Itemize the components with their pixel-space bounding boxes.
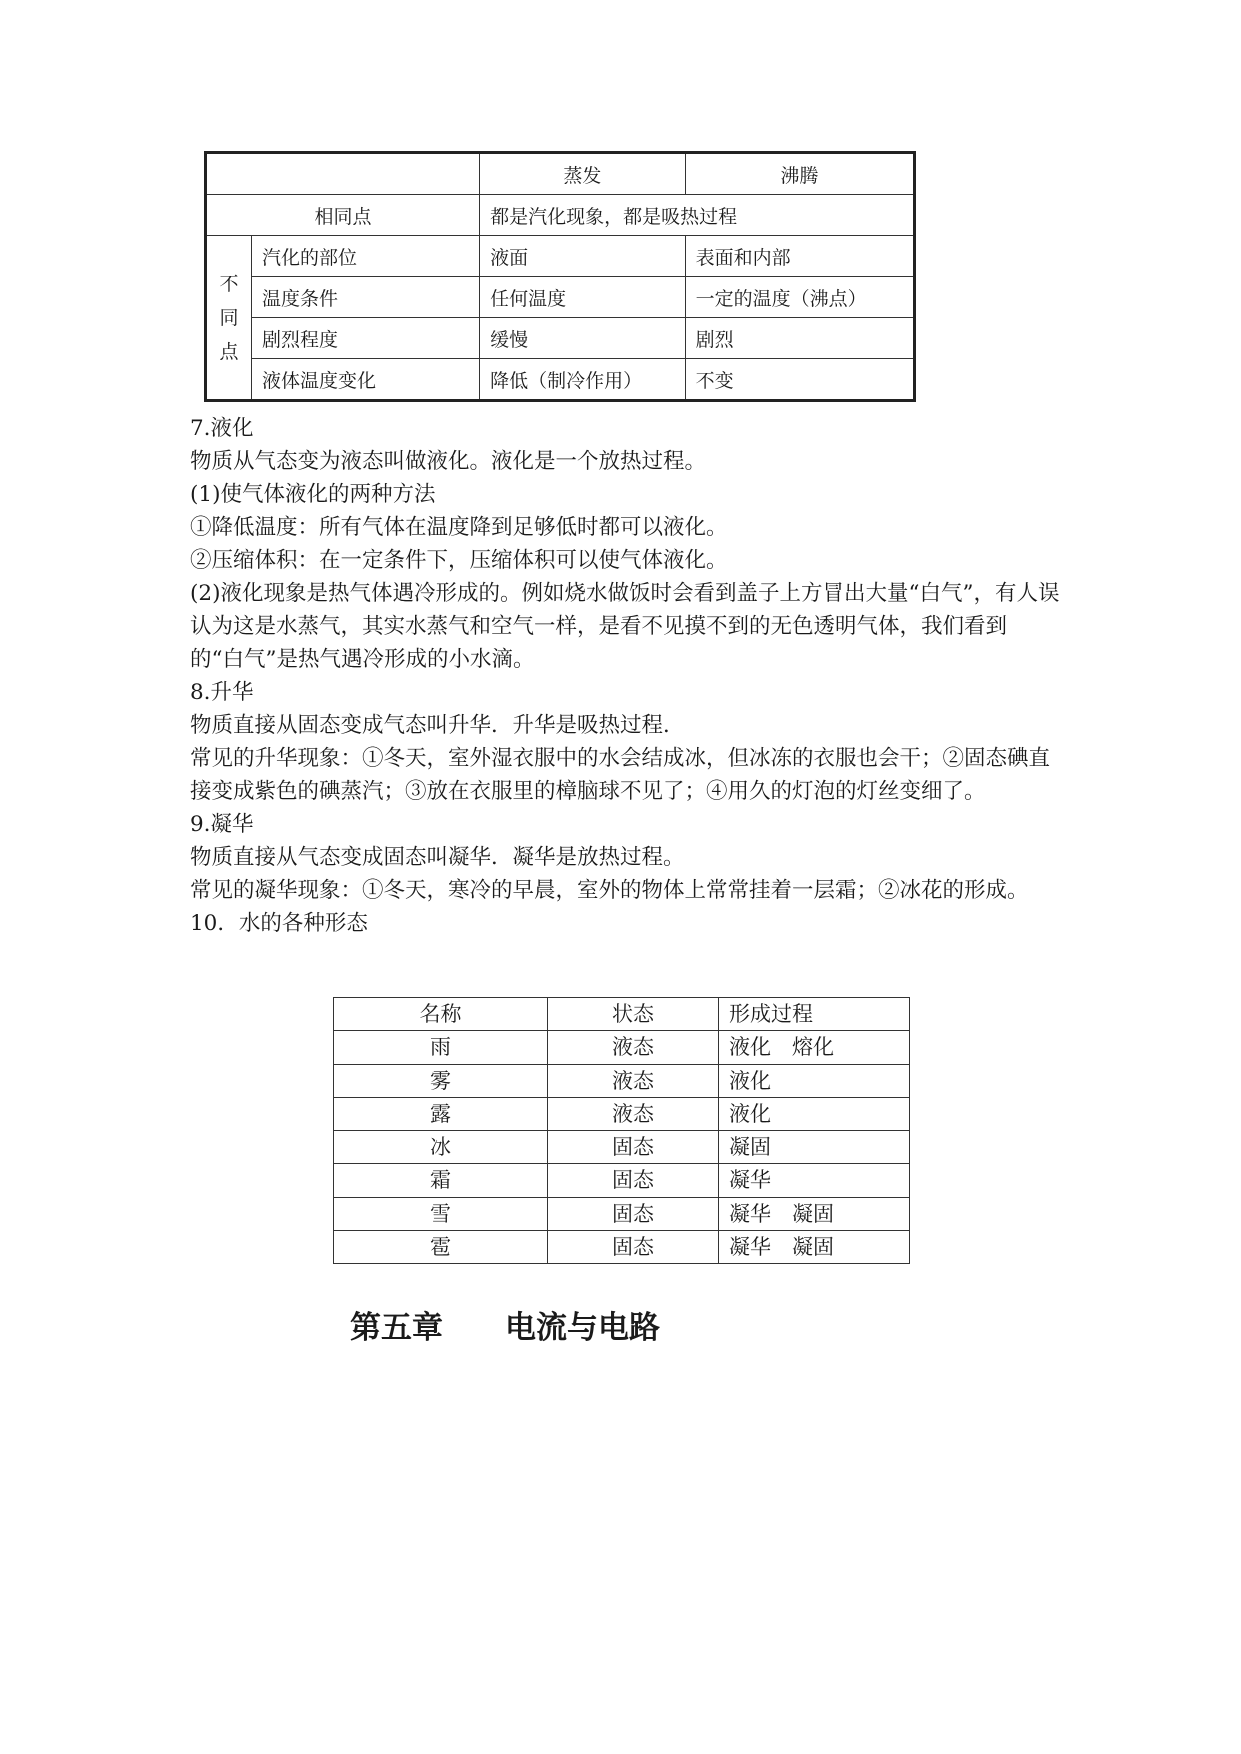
table-row	[334, 1164, 910, 1197]
state-cell: 固态	[548, 1164, 719, 1197]
header-name: 名称	[334, 998, 548, 1031]
evaporation-cell: 液面	[480, 236, 686, 277]
difference-label-char: 同	[219, 306, 239, 329]
difference-label-char: 不	[219, 272, 239, 295]
same-point-label: 相同点	[206, 195, 480, 236]
boiling-cell: 表面和内部	[685, 236, 914, 277]
header-boiling: 沸腾	[685, 153, 914, 195]
state-cell: 固态	[548, 1197, 719, 1230]
section-heading-sublimation: 8.升华	[190, 680, 254, 705]
name-cell: 雨	[334, 1031, 548, 1064]
process-cell: 凝固	[719, 1131, 910, 1164]
process-cell: 凝华	[719, 1164, 910, 1197]
water-forms-table	[333, 997, 910, 1264]
row-label: 温度条件	[252, 277, 480, 318]
table-row	[334, 1097, 910, 1130]
table-row	[206, 359, 915, 401]
same-point-value: 都是汽化现象，都是吸热过程	[480, 195, 915, 236]
section-heading-liquefaction: 7.液化	[190, 416, 254, 441]
boiling-cell: 剧烈	[685, 318, 914, 359]
paragraph: 常见的凝华现象：①冬天，寒冷的早晨，室外的物体上常常挂着一层霜；②冰花的形成。	[190, 878, 1029, 903]
name-cell: 霜	[334, 1164, 548, 1197]
evaporation-cell: 降低（制冷作用）	[480, 359, 686, 401]
table-row	[334, 1064, 910, 1097]
process-cell: 液化	[719, 1097, 910, 1130]
header-state: 状态	[548, 998, 719, 1031]
paragraph: ①降低温度：所有气体在温度降到足够低时都可以液化。	[190, 515, 728, 540]
table-row	[334, 1197, 910, 1230]
state-cell: 液态	[548, 1064, 719, 1097]
process-cell: 凝华 凝固	[719, 1230, 910, 1263]
paragraph: 物质直接从气态变成固态叫凝华．凝华是放热过程。	[190, 845, 685, 870]
header-process: 形成过程	[719, 998, 910, 1031]
row-label: 液体温度变化	[252, 359, 480, 401]
table-row	[206, 236, 915, 277]
table-header-row	[334, 998, 910, 1031]
evaporation-cell: 任何温度	[480, 277, 686, 318]
body-text	[190, 412, 1060, 940]
boiling-cell: 不变	[685, 359, 914, 401]
row-label: 汽化的部位	[252, 236, 480, 277]
table-header-row	[206, 153, 915, 195]
table-row	[206, 277, 915, 318]
table-corner-cell	[206, 153, 480, 195]
process-cell: 液化	[719, 1064, 910, 1097]
evaporation-cell: 缓慢	[480, 318, 686, 359]
name-cell: 雪	[334, 1197, 548, 1230]
paragraph: ②压缩体积：在一定条件下，压缩体积可以使气体液化。	[190, 548, 728, 573]
name-cell: 冰	[334, 1131, 548, 1164]
name-cell: 雹	[334, 1230, 548, 1263]
table-row	[334, 1131, 910, 1164]
paragraph: 物质从气态变为液态叫做液化。液化是一个放热过程。	[190, 449, 707, 474]
table-row	[334, 1031, 910, 1064]
state-cell: 液态	[548, 1097, 719, 1130]
evaporation-boiling-table	[204, 151, 916, 402]
process-cell: 凝华 凝固	[719, 1197, 910, 1230]
header-evaporation: 蒸发	[480, 153, 686, 195]
table-row	[206, 318, 915, 359]
name-cell: 雾	[334, 1064, 548, 1097]
state-cell: 固态	[548, 1230, 719, 1263]
boiling-cell: 一定的温度（沸点）	[685, 277, 914, 318]
name-cell: 露	[334, 1097, 548, 1130]
difference-label	[206, 236, 252, 401]
paragraph: 常见的升华现象：①冬天，室外湿衣服中的水会结成冰，但冰冻的衣服也会干；②固态碘直接变成紫色的碘蒸汽；③放在衣服里的樟脑球不见了；④用久的灯泡的灯丝变细了。	[190, 746, 1051, 804]
same-point-row	[206, 195, 915, 236]
section-heading-water-forms: 10．水的各种形态	[190, 911, 368, 936]
process-cell: 液化 熔化	[719, 1031, 910, 1064]
section-heading-deposition: 9.凝华	[190, 812, 254, 837]
table-row	[334, 1230, 910, 1263]
paragraph: (2)液化现象是热气体遇冷形成的。例如烧水做饭时会看到盖子上方冒出大量“白气”，有人误认为这是水蒸气，其实水蒸气和空气一样，是看不见摸不到的无色透明气体，我们看到的“白气”是热气遇冷形成的小水滴。	[190, 581, 1060, 672]
row-label: 剧烈程度	[252, 318, 480, 359]
difference-label-char: 点	[219, 340, 239, 363]
paragraph: 物质直接从固态变成气态叫升华．升华是吸热过程．	[190, 713, 685, 738]
paragraph: (1)使气体液化的两种方法	[190, 482, 436, 507]
state-cell: 液态	[548, 1031, 719, 1064]
state-cell: 固态	[548, 1131, 719, 1164]
chapter-title: 第五章 电流与电路	[350, 1310, 660, 1346]
